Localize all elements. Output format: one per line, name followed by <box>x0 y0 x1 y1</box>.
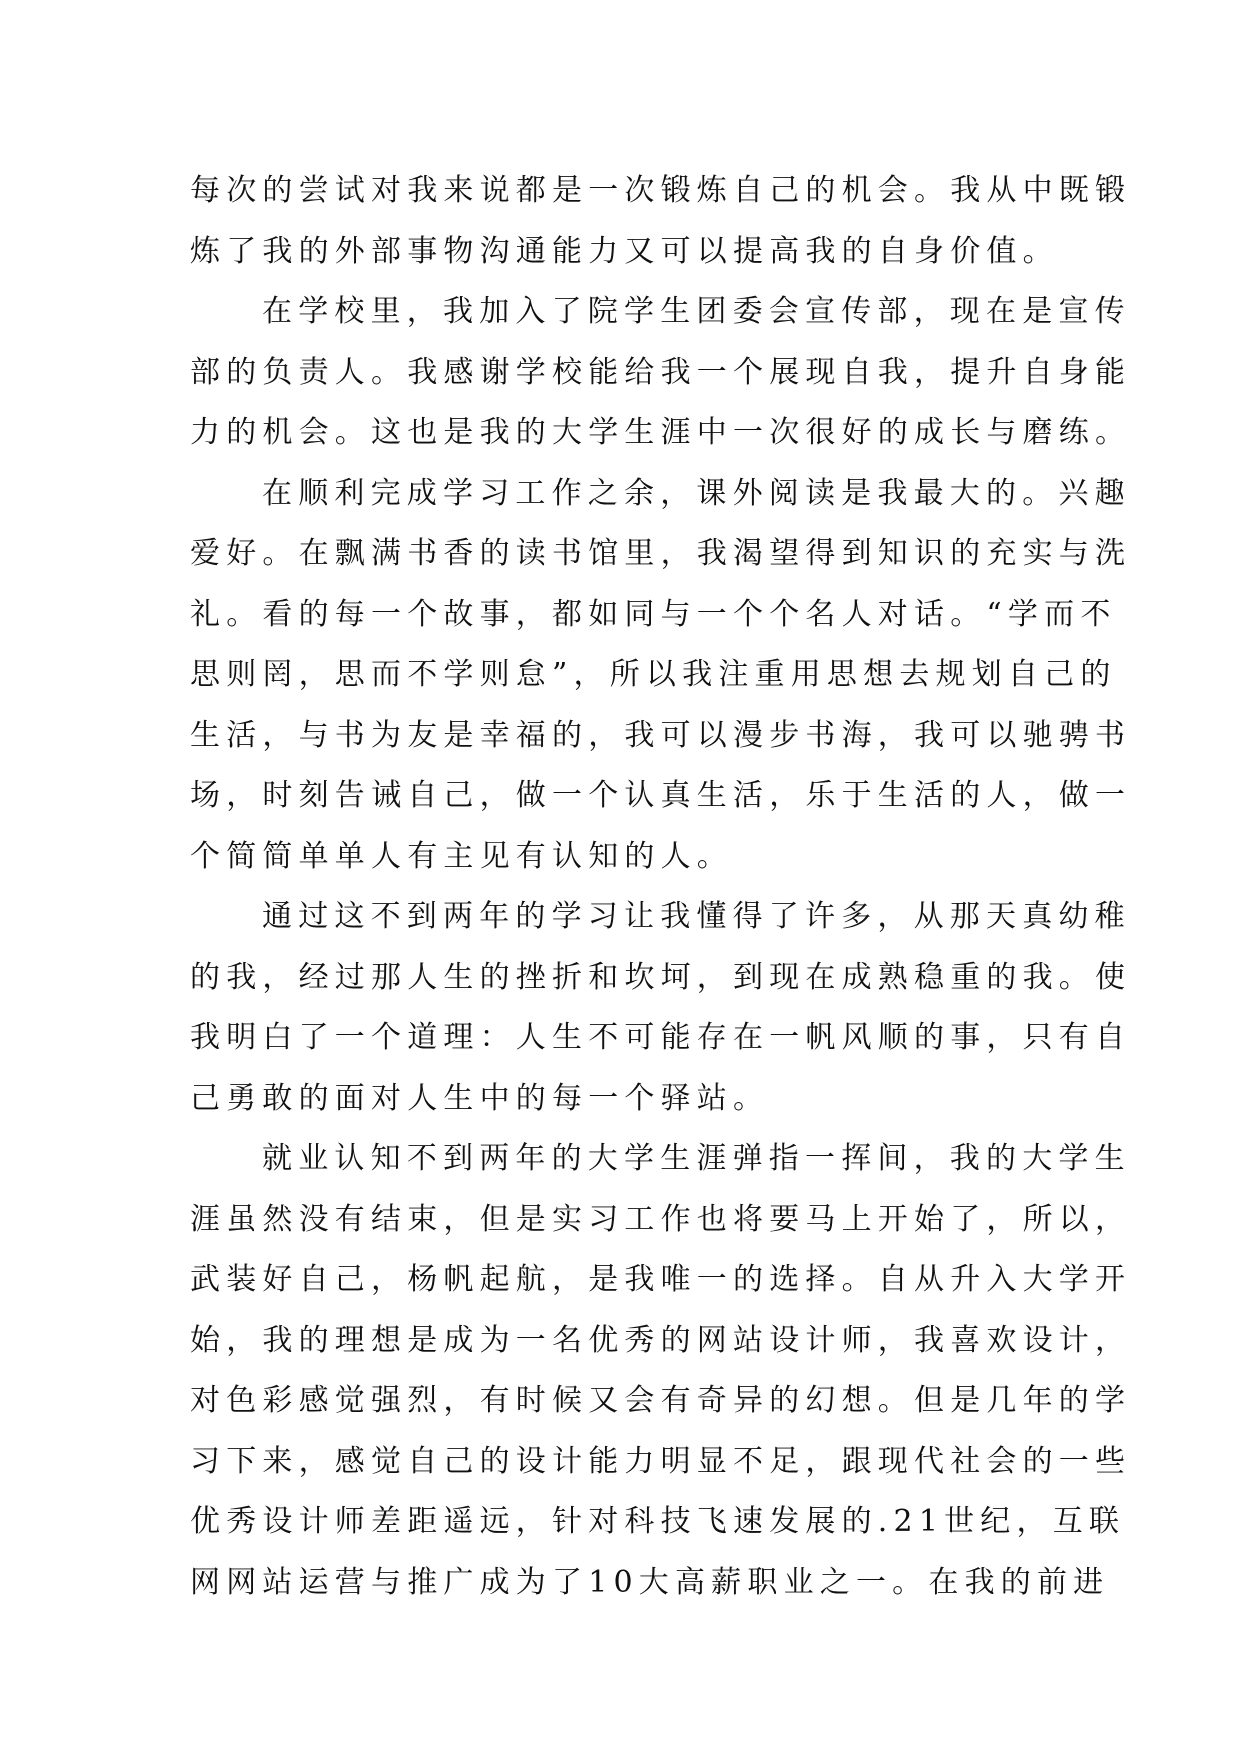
text-line: 场，时刻告诫自己，做一个认真生活，乐于生活的人，做一 <box>190 778 1132 813</box>
text-line: 力的机会。这也是我的大学生涯中一次很好的成长与磨练。 <box>190 415 1132 450</box>
document-body <box>190 161 1132 1613</box>
text-line: 习下来，感觉自己的设计能力明显不足，跟现代社会的一些 <box>190 1443 1132 1479</box>
text-line: 就业认知不到两年的大学生涯弹指一挥间，我的大学生 <box>262 1141 1131 1176</box>
text-line: 爱好。在飘满书香的读书馆里，我渴望得到知识的充实与洗 <box>190 536 1132 571</box>
text-line: 礼。看的每一个故事，都如同与一个个名人对话。“学而不 <box>190 596 1117 632</box>
text-line: 始，我的理想是成为一名优秀的网站设计师，我喜欢设计， <box>190 1322 1132 1358</box>
text-line: 通过这不到两年的学习让我懂得了许多，从那天真幼稚 <box>262 899 1131 934</box>
text-line: 涯虽然没有结束，但是实习工作也将要马上开始了，所以， <box>190 1201 1132 1237</box>
text-line: 在学校里，我加入了院学生团委会宣传部，现在是宣传 <box>262 294 1131 329</box>
text-line: 思则罔，思而不学则怠”，所以我注重用思想去规划自己的 <box>190 657 1117 692</box>
text-line: 每次的尝试对我来说都是一次锻炼自己的机会。我从中既锻 <box>190 173 1132 208</box>
text-line: 炼了我的外部事物沟通能力又可以提高我的自身价值。 <box>190 233 1059 269</box>
text-line: 武装好自己，杨帆起航，是我唯一的选择。自从升入大学开 <box>190 1262 1132 1297</box>
text-line: 个简简单单人有主见有认知的人。 <box>190 838 733 874</box>
text-line: 己勇敢的面对人生中的每一个驿站。 <box>190 1080 770 1116</box>
text-line: 优秀设计师差距遥远，针对科技飞速发展的.21世纪，互联 <box>190 1504 1126 1539</box>
text-line: 部的负责人。我感谢学校能给我一个展现自我，提升自身能 <box>190 354 1132 390</box>
text-line: 在顺利完成学习工作之余，课外阅读是我最大的。兴趣 <box>262 475 1131 511</box>
text-line: 的我，经过那人生的挫折和坎坷，到现在成熟稳重的我。使 <box>190 959 1132 995</box>
text-line: 生活，与书为友是幸福的，我可以漫步书海，我可以驰骋书 <box>190 717 1132 753</box>
text-line: 对色彩感觉强烈，有时候又会有奇异的幻想。但是几年的学 <box>190 1383 1132 1418</box>
text-line: 我明白了一个道理：人生不可能存在一帆风顺的事，只有自 <box>190 1020 1132 1055</box>
text-line: 网网站运营与推广成为了10大高薪职业之一。在我的前进 <box>190 1564 1110 1600</box>
